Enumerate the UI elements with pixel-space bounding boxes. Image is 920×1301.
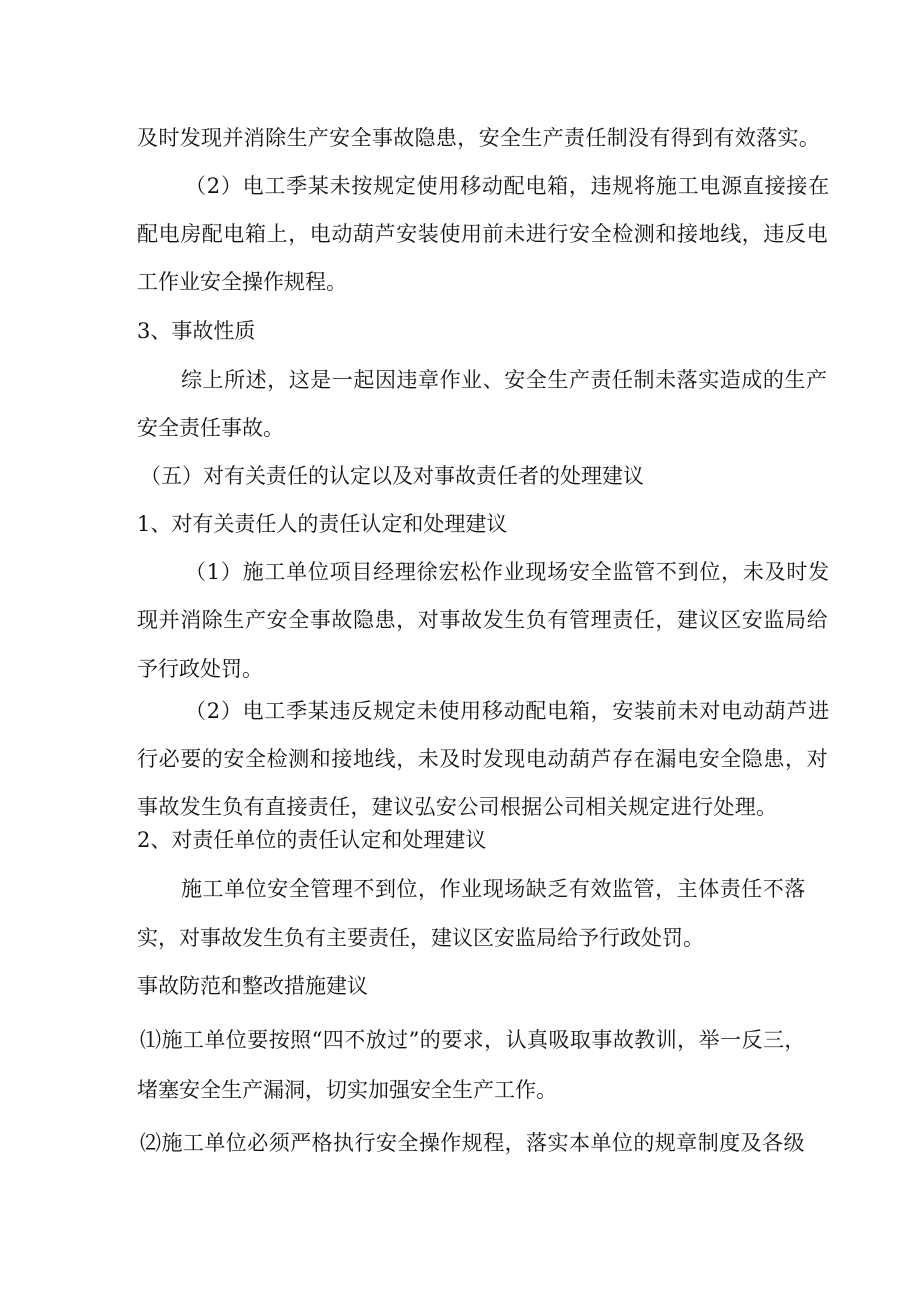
paragraph-line: ⑵施工单位必须严格执行安全操作规程，落实本单位的规章制度及各级 [140,1131,805,1155]
paragraph-line: （1）施工单位项目经理徐宏松作业现场安全监管不到位，未及时发 [185,560,830,584]
paragraph-line: 施工单位安全管理不到位，作业现场缺乏有效监管，主体责任不落 [181,877,806,901]
paragraph-line: 现并消除生产安全事故隐患，对事故发生负有管理责任，建议区安监局给 [137,608,829,632]
section-heading: 事故防范和整改措施建议 [137,974,368,998]
paragraph-line: ⑴施工单位要按照“四不放过”的要求，认真吸取事故教训，举一反三， [140,1028,806,1052]
paragraph-line: 行必要的安全检测和接地线，未及时发现电动葫芦存在漏电安全隐患，对 [137,747,829,771]
paragraph-line: 堵塞安全生产漏洞，切实加强安全生产工作。 [137,1078,557,1102]
paragraph-line: 事故发生负有直接责任，建议弘安公司根据公司相关规定进行处理。 [137,795,778,819]
paragraph-line: 安全责任事故。 [137,416,284,440]
section-heading: 2、对责任单位的责任认定和处理建议 [137,828,487,852]
paragraph-line: 配电房配电箱上，电动葫芦安装使用前未进行安全检测和接地线，违反电 [137,222,829,246]
section-heading: 3、事故性质 [137,319,256,343]
paragraph-line: 综上所述，这是一起因违章作业、安全生产责任制未落实造成的生产 [181,368,828,392]
section-heading: （五）对有关责任的认定以及对事故责任者的处理建议 [140,464,644,488]
paragraph-line: 实，对事故发生负有主要责任，建议区安监局给予行政处罚。 [137,926,704,950]
section-heading: 1、对有关责任人的责任认定和处理建议 [137,512,508,536]
paragraph-line: 工作业安全操作规程。 [137,270,347,294]
paragraph-line: （2）电工季某违反规定未使用移动配电箱，安装前未对电动葫芦进 [185,699,830,723]
paragraph-line: 予行政处罚。 [137,657,263,681]
paragraph-line: 及时发现并消除生产安全事故隐患，安全生产责任制没有得到有效落实。 [137,126,821,150]
paragraph-line: （2）电工季某未按规定使用移动配电箱，违规将施工电源直接接在 [185,174,830,198]
